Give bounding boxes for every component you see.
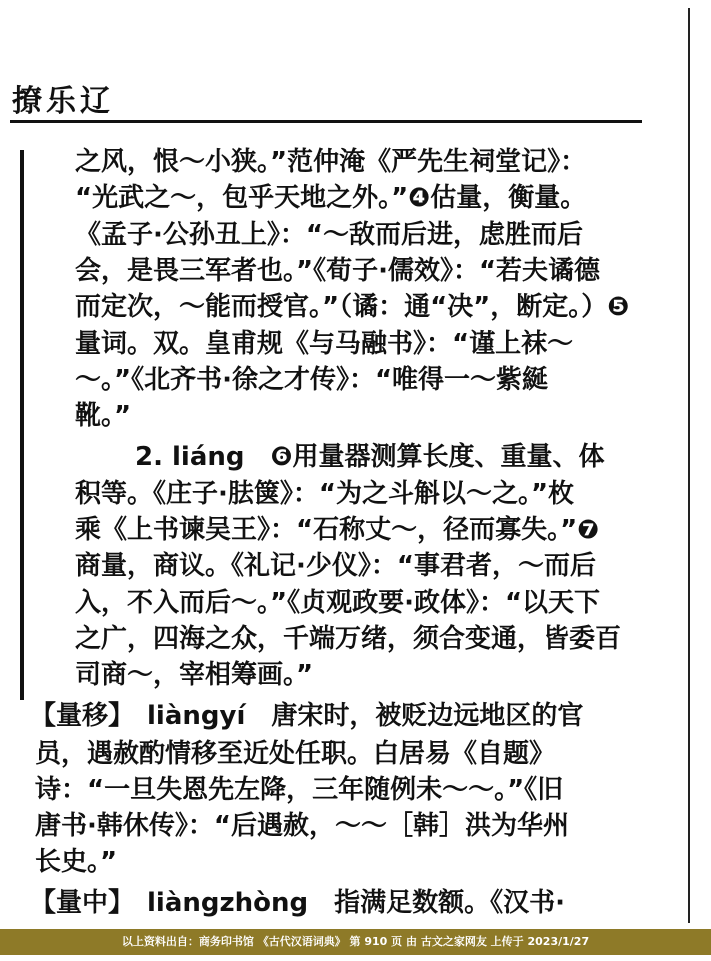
text-line: “光武之～，包乎天地之外。”❹估量，衡量。 <box>75 183 587 213</box>
text-line: 唐书·韩休传》：“后遇赦，～～［韩］洪为华州 <box>35 811 569 841</box>
text-line: 员，遇赦酌情移至近处任职。白居易《自题》 <box>35 739 556 769</box>
text-line: 而定次，～能而授官。”（谲：通“决”，断定。）❺ <box>75 292 630 322</box>
text-line: 2. liáng ❻用量器测算长度、重量、体 <box>135 442 605 472</box>
entry-head-line: 【量移】 liàngyí 唐宋时，被贬边远地区的官 <box>30 701 584 731</box>
text-line: 商量，商议。《礼记·少仪》：“事君者，～而后 <box>75 551 596 581</box>
text-line: 诗：“一旦失恩先左降，三年随例未～～。”《旧 <box>35 775 564 805</box>
text-line: 司商～，宰相筹画。” <box>75 660 314 690</box>
margin-bar <box>20 150 24 700</box>
text-line: 量词。双。皇甫规《与马融书》：“谨上袜～ <box>75 329 574 359</box>
text-line: 长史。” <box>35 847 118 877</box>
text-line: 会，是畏三军者也。”《荀子·儒效》：“若夫谲德 <box>75 256 601 286</box>
source-footer: 以上资料出自：商务印书馆 《古代汉语词典》 第 910 页 由 古文之家网友 上传于 2023/1/27 <box>0 929 711 955</box>
entry-head-line: 【量中】 liàngzhòng 指满足数额。《汉书· <box>30 888 565 918</box>
footer-bottom-strip <box>0 955 711 961</box>
text-line: 之风，恨～小狭。”范仲淹《严先生祠堂记》： <box>75 147 587 177</box>
text-line: 之广，四海之众，千端万绪，须合变通，皆委百 <box>75 624 622 654</box>
page-edge-line <box>688 8 690 923</box>
text-line: 乘《上书谏吴王》：“石称丈～，径而寡失。”❼ <box>75 515 600 545</box>
text-line: ～。”《北齐书·徐之才传》：“唯得一～紫綖 <box>75 365 549 395</box>
text-line: 靴。” <box>75 401 132 431</box>
text-line: 入，不入而后～。”《贞观政要·政体》：“以天下 <box>75 588 601 618</box>
text-line: 积等。《庄子·胠箧》：“为之斗斛以～之。”枚 <box>75 479 575 509</box>
header-rule <box>10 120 642 123</box>
page-header-title: 撩乐辽 <box>12 84 114 119</box>
text-line: 《孟子·公孙丑上》：“～敌而后进，虑胜而后 <box>75 220 583 250</box>
